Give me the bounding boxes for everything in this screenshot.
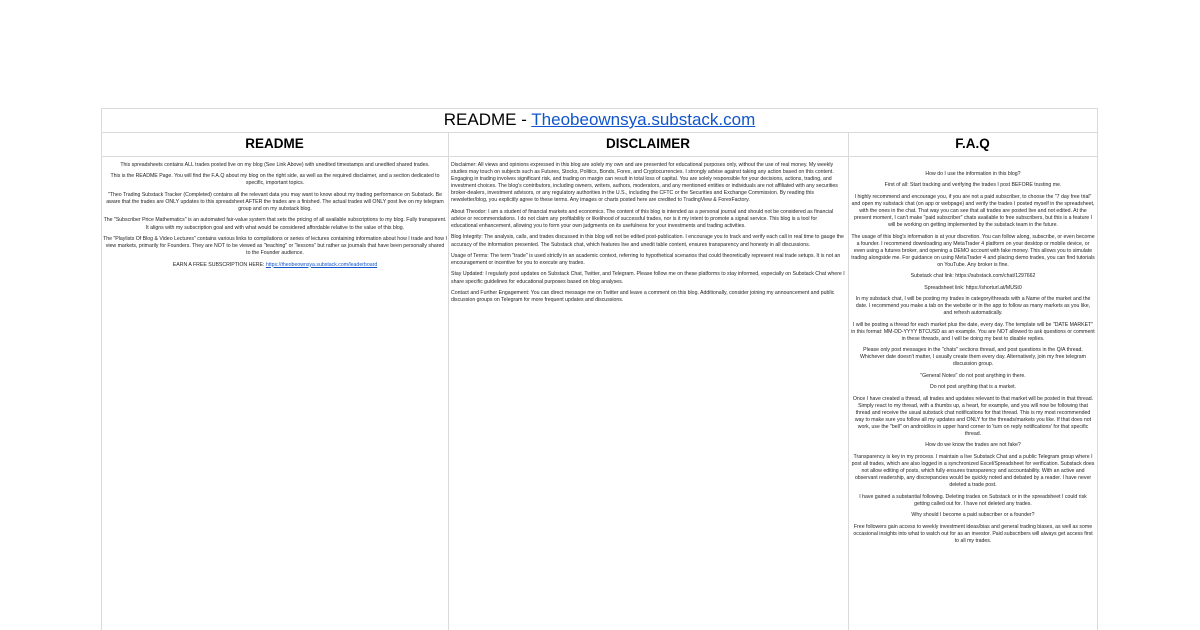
blog-link[interactable]: Theobeownsya.substack.com (531, 110, 756, 129)
faq-question: Why should I become a paid subscriber or a founder? (911, 512, 1035, 519)
faq-answer: I highly recommend and encourage you, if you are not a paid subscriber, to choose the "7 day free trial" and open my substack chat (on app or webpage) and verify the trades I posted myself in the spreadsheet, with the ones in the chat. That way you can see that all trades are posted live and not edited. At the present moment, I can't make "paid subscriber" chats available to free subscribers, but this is a feature I will be working on getting implemented by the substack team in the future. (851, 193, 1095, 229)
faq-answer: In my substack chat, I will be posting my trades in category/threads with a Name of the market and the date. I recommend you make a tab on the website or in the app to follow as many markets as you like, and refresh automatically. (855, 296, 1091, 317)
faq-answer: I have gained a substantial following. Deleting trades on Substack or in the spreadsheet I could risk getting called out for. I have not deleted any trades. (859, 493, 1087, 507)
disclaimer-paragraph: Disclaimer: All views and opinions expressed in this blog are solely my own and are presented for educational purposes only, without the use of real money. My weekly studies may touch on subjects such as Futures, Stocks, Politics, Bonds, Forex, and Cryptocurrencies. I strongly advise against taking any action based on this content. Engaging in trading involves significant risk, and trading on margin can result in total loss of capital. You are solely responsible for your decisions, actions, trading, and investment choices. The blog's contributors, including owners, writers, authors, moderators, and any mentioned entities or individuals are not affiliated with any securities broker-dealers, investment advisors, or any regulatory authorities in the U.S., including the CFTC or the Securities and Exchange Commission. By reading this newsletter/blog, you explicitly agree to these terms. Any images or charts posted here are credited to TradingView & ForexFactory. (451, 162, 838, 204)
faq-question: How do I use the information in this blog? (925, 171, 1021, 177)
faq-answer: Free followers gain access to weekly investment ideas/bias and general trading biases, as well as some occasional insights into what to watch out for as an investor. Paid subscribers will always get access first to all my trades. (853, 523, 1093, 544)
faq-answer: Please only post messages in the "chats" sections thread, and post questions in the Q/A thread. Whichever date doesn't matter, I usually create them every day. Alternatively, join my free telegram discussion group. (860, 347, 1086, 368)
disclaimer-paragraph: Blog Integrity: The analysis, calls, and trades discussed in this blog will not be edited post-publication. I encourage you to track and verify each call in real time to gauge the accuracy of the information presented. The Substack chat, which features live and unedit table content, ensures transparency and honesty in all discussions. (451, 234, 844, 248)
sheet-title (101, 108, 1098, 132)
faq-answer: Once I have created a thread, all trades and updates relevant to that market will be posted in that thread. Simply react to my thread, with a thumbs up, a heart, for example, and you will now be following that thread and receive the usual substack chat notifications for that thread. This is my most recommended way to make sure you follow all my updates and ONLY for the threads/markets you like. If that does not work, use the "bell" on android/ios in upper hand corner to 'turn on reply notifications' for that specific thread. (852, 395, 1094, 438)
subscription-line (103, 262, 447, 269)
column-divider (1097, 108, 1098, 630)
readme-paragraph: The "Subscriber Price Mathematics" is an automated fair-value system that sets the pricing of all available subscriptions to my blog. Fully transparent. It aligns with my subscription goal and with what would be considered affordable relative to the value of this blog. (103, 217, 447, 231)
column-divider (848, 132, 849, 630)
title-prefix: README - (443, 110, 532, 129)
row-divider (101, 156, 1098, 157)
header-faq: F.A.Q (955, 136, 990, 151)
faq-cell (851, 171, 1095, 630)
faq-answer: Do not post anything that is a market. (930, 384, 1016, 391)
faq-answer: First of all: Start tracking and verifying the trades I post BEFORE trusting me. (884, 182, 1062, 189)
disclaimer-paragraph: About Theodor: I am a student of financial markets and economics. The content of this blog is intended as a personal journal and should not be considered as financial advice or recommendations. I do not claim any profitability or likelihood of successful trades, nor is it my intent to promote a signal service. This blog is a tool for educational enhancement, allowing you to form your own judgments on its usefulness for your investments and trading activities. (451, 208, 834, 230)
readme-paragraph: This is the README Page. You will find the F.A.Q about my blog on the right side, as well as the required disclaimer, and a section dedicated to specific, important topics. (110, 173, 440, 187)
header-readme: README (245, 136, 304, 151)
spreadsheet (101, 108, 1098, 630)
disclaimer-cell (451, 162, 845, 630)
disclaimer-paragraph: Contact and Further Engagement: You can direct message me on Twitter and leave a comment on this blog. Additionally, consider joining my announcement and public discussion groups on Telegram for more frequent updates and discussions. (451, 289, 835, 303)
faq-question: How do we know the trades are not fake? (925, 442, 1021, 449)
readme-paragraph: This spreadsheets contains ALL trades posted live on my blog (See Link Above) with unedited timestamps and unedited shared trades. (120, 162, 430, 168)
disclaimer-paragraph: Usage of Terms: The term "trade" is used strictly in an academic context, referring to hypothetical scenarios that could theoretically represent real trade setups. It is not an encouragement or incentive for you to execute any trades. (451, 252, 841, 267)
faq-answer: Substack chat link: https://substack.com/chat/1297662 (910, 273, 1036, 280)
subscription-prefix: EARN A FREE SUBSCRIPTION HERE: (172, 261, 266, 268)
column-divider (101, 108, 102, 630)
faq-answer: Spreadsheet link: https://shorturl.at/MUSt0 (924, 284, 1022, 291)
faq-answer: "General Notes" do not post anything in there. (920, 372, 1026, 379)
faq-answer: I will be posting a thread for each market plus the date, every day. The template will be "DATE MARKET" in this format: MM-DD-YYYY BTCUSD as an example. You are NOT allowed to ask questions or comment in these threads, and I will be doing my best to disable replies. (851, 321, 1095, 342)
readme-paragraph: The "Playlists Of Blog & Video Lectures" contains various links to compilations or series of lectures containing information about how I trade and how I view markets, primarily for Founders. They are NOT to be viewed as "teaching" or "lessons" but rather as journals that have been personally shared to the Founder audience. (103, 235, 447, 257)
column-divider (448, 132, 449, 630)
readme-cell (103, 162, 447, 630)
header-disclaimer: DISCLAIMER (606, 136, 690, 151)
disclaimer-paragraph: Stay Updated: I regularly post updates on Substack Chat, Twitter, and Telegram. Please follow me on these platforms to stay informed, especially on Substack Chat where I share specific guidelines for educational purposes based on blog analyses. (451, 271, 845, 285)
faq-answer: Transparency is key in my process. I maintain a live Substack Chat and a public Telegram group where I post all trades, which are also logged in a synchronized Excel/Spreadsheet for verification. Substack does not allow editing of posts, which fully ensures transparency and accountability. With an active and observant readership, any discrepancies would be quickly noted and debated by a reader. I have never deleted a trade post. (851, 453, 1095, 489)
readme-paragraph: "Theo Trading Substack Tracker (Completed) contains all the relevant data you may want to know about my trading performance on Substack. Be aware that the trades are ONLY updates to this spreadsheet AFTER the trades are a finished. The actual trades will ONLY post live on my telegram group and on my substack blog. (106, 191, 444, 213)
leaderboard-link[interactable]: https://theobeownsya.substack.com/leaderboard (265, 261, 378, 268)
faq-answer: The usage of this blog's information is at your discretion. You can follow along, subscribe, or even become a founder. I recommend downloading any MetaTrader 4 platform on your desktop or mobile device, or even using a futures broker, and opening a DEMO account with fake money. This allows you to simulate trading alongside me. For guidance on using MetaTrader 4 and placing demo trades, you can find tutorials on YouTube. Any broker is fine. (851, 233, 1095, 268)
